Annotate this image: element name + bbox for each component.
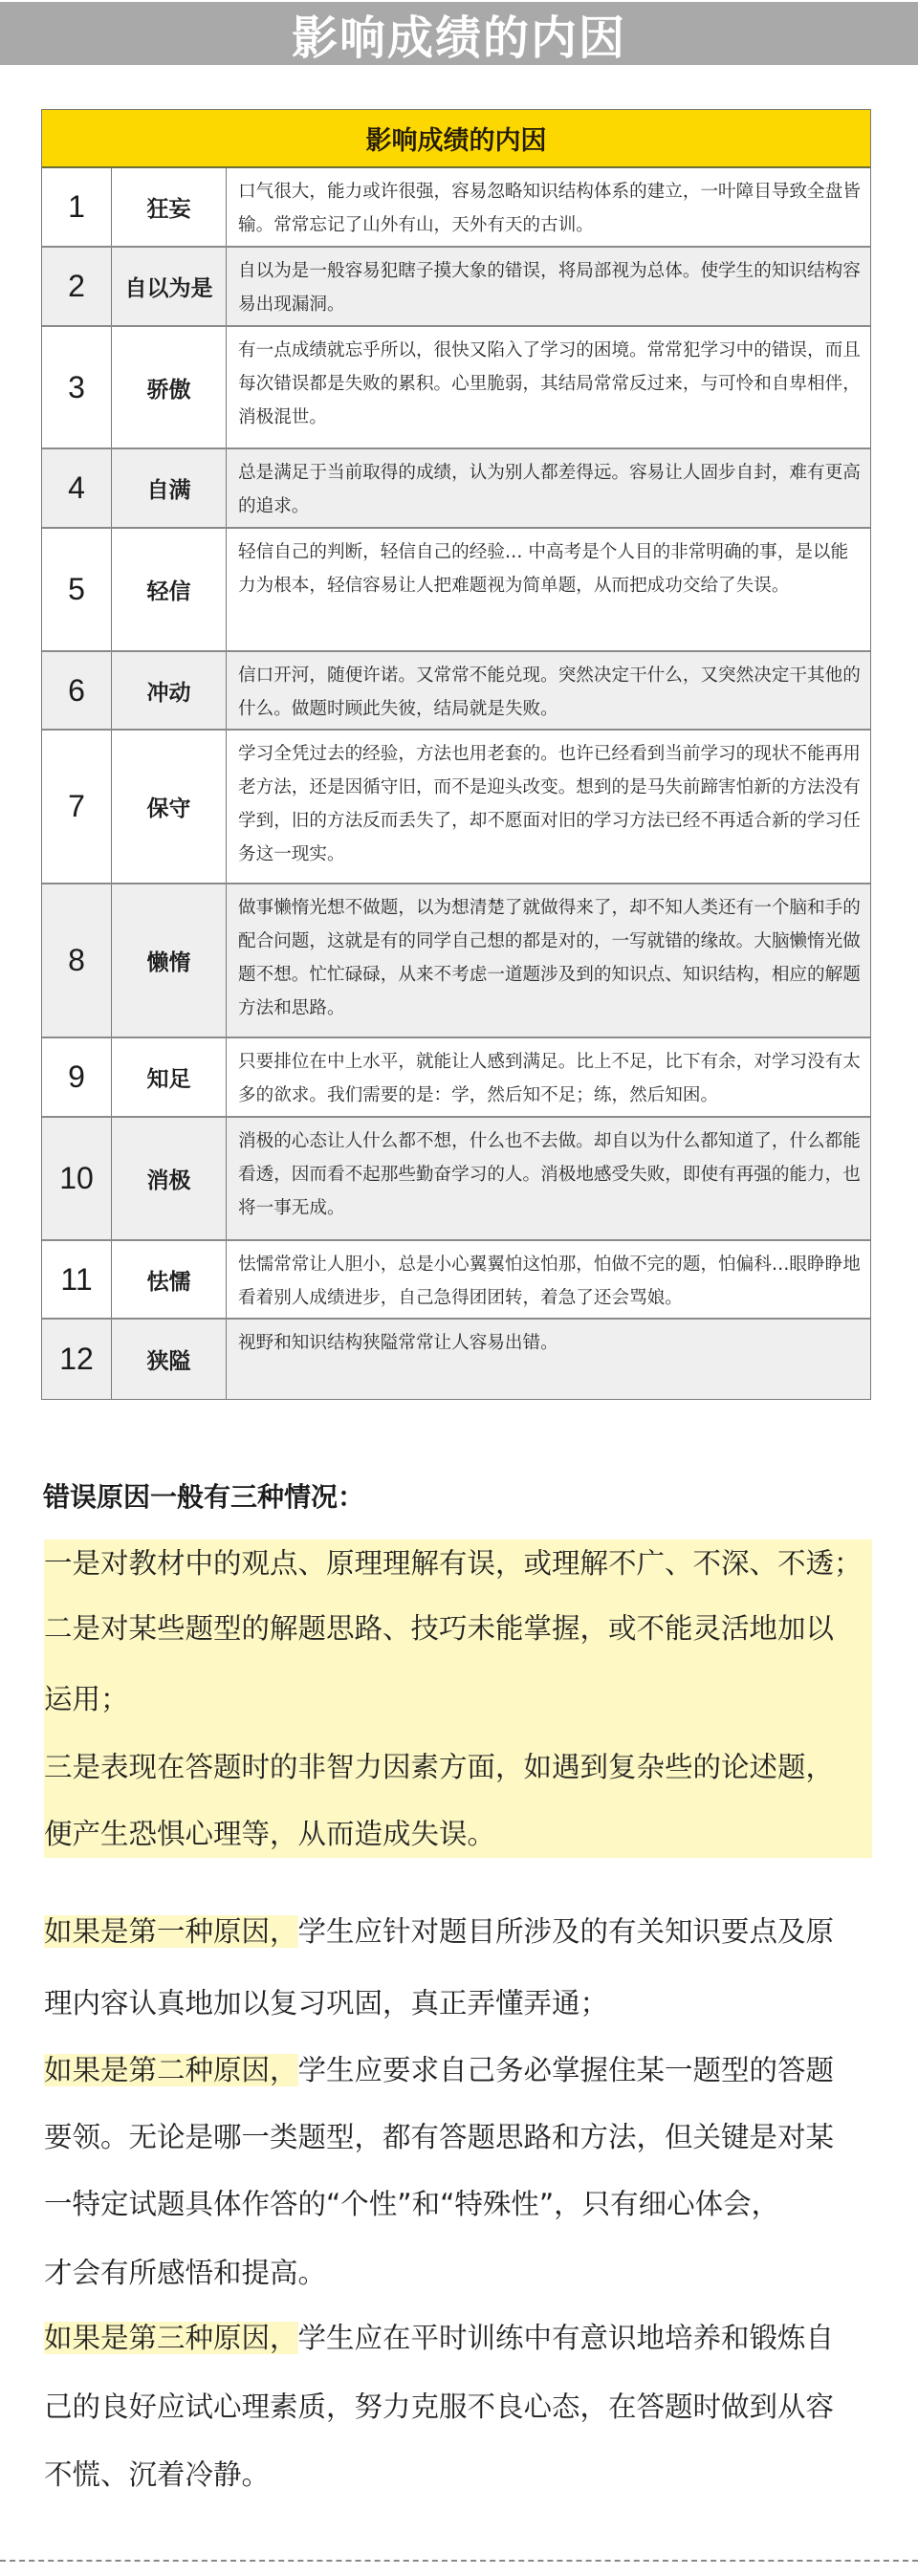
factor-description: 自以为是一般容易犯瞎子摸大象的错误，将局部视为总体。使学生的知识结构容易出现漏洞。 (238, 261, 861, 315)
bottom-divider (0, 2560, 918, 2562)
row-number: 11 (42, 1241, 112, 1318)
table-row (42, 1038, 870, 1118)
factor-name: 狭隘 (112, 1320, 227, 1399)
solution-2-line (44, 2051, 834, 2089)
table-row (42, 1241, 870, 1320)
factor-name: 狂妄 (112, 168, 227, 246)
solution-3-line: 不慌、沉着冷静。 (44, 2458, 271, 2491)
table-row (42, 529, 870, 652)
error-reason-line: 二是对某些题型的解题思路、技巧未能掌握，或不能灵活地加以 (44, 1612, 835, 1645)
factor-name: 冲动 (112, 652, 227, 729)
page-title: 影响成绩的内因 (291, 11, 626, 65)
error-reason-line: 便产生恐惧心理等，从而造成失误。 (44, 1818, 496, 1850)
solution-2-line: 才会有所感悟和提高。 (44, 2257, 327, 2289)
table-row (42, 449, 870, 529)
table-body (42, 168, 870, 1399)
solution-3-text: 学生应在平时训练中有意识地培养和锻炼自 (297, 2322, 835, 2354)
error-reason-line: 运用； (44, 1683, 129, 1715)
solution-3-line (44, 2319, 834, 2357)
row-number: 3 (42, 327, 112, 448)
errors-highlight-block (44, 1539, 872, 1858)
table-row (42, 731, 870, 884)
factor-description: 轻信自己的判断，轻信自己的经验… 中高考是个人目的非常明确的事，是以能力为根本，轻信容易让人把难题视为简单题，从而把成功交给了失误。 (238, 542, 849, 596)
row-number: 8 (42, 884, 112, 1037)
solution-1-lead: 如果是第一种原因， (44, 1915, 298, 1948)
error-reason-line: 三是表现在答题时的非智力因素方面，如遇到复杂些的论述题， (44, 1751, 835, 1783)
solution-1-line: 理内容认真地加以复习巩固，真正弄懂弄通； (44, 1987, 609, 2019)
solution-3-lead: 如果是第三种原因， (44, 2322, 298, 2354)
internal-factors-table (41, 109, 871, 1400)
row-number: 2 (42, 248, 112, 325)
factor-description: 做事懒惰光想不做题，以为想清楚了就做得来了，却不知人类还有一个脑和手的配合问题，这就是有的同学自己想的都是对的，一写就错的缘故。大脑懒惰光做题不想。忙忙碌碌，从来不考虑一道题涉及到的知识点、知识结构，相应的解题方法和思路。 (238, 898, 861, 1018)
factor-description: 总是满足于当前取得的成绩，认为别人都差得远。容易让人固步自封，难有更高的追求。 (238, 463, 861, 516)
solution-2-lead: 如果是第二种原因， (44, 2054, 298, 2086)
table-row (42, 1320, 870, 1399)
factor-description: 消极的心态让人什么都不想，什么也不去做。却自以为什么都知道了，什么都能看透，因而看不起那些勤奋学习的人。消极地感受失败，即使有再强的能力，也将一事无成。 (238, 1131, 861, 1218)
factor-name: 怯懦 (112, 1241, 227, 1318)
factor-name: 消极 (112, 1118, 227, 1239)
row-number: 4 (42, 449, 112, 527)
factor-description: 只要排位在中上水平，就能让人感到满足。比上不足，比下有余，对学习没有太多的欲求。我们需要的是：学，然后知不足；练，然后知困。 (238, 1052, 861, 1105)
row-number: 1 (42, 168, 112, 246)
solution-2-line: 要领。无论是哪一类题型，都有答题思路和方法，但关键是对某 (44, 2121, 835, 2153)
factor-name: 骄傲 (112, 327, 227, 448)
factor-name: 懒惰 (112, 884, 227, 1037)
error-reason-line: 一是对教材中的观点、原理理解有误，或理解不广、不深、不透； (44, 1547, 863, 1580)
row-number: 7 (42, 731, 112, 883)
factor-name: 知足 (112, 1038, 227, 1116)
table-row (42, 248, 870, 327)
factor-description: 口气很大，能力或许很强，容易忽略知识结构体系的建立，一叶障目导致全盘皆输。常常忘记了山外有山，天外有天的古训。 (238, 182, 861, 235)
factor-name: 自满 (112, 449, 227, 527)
solution-2-text: 学生应要求自己务必掌握住某一题型的答题 (297, 2054, 835, 2086)
errors-heading: 错误原因一般有三种情况： (43, 1481, 365, 1513)
factor-description: 有一点成绩就忘乎所以，很快又陷入了学习的困境。常常犯学习中的错误，而且每次错误都是失败的累积。心里脆弱，其结局常常反过来，与可怜和自卑相伴，消极混世。 (238, 340, 861, 427)
table-row (42, 652, 870, 731)
solution-1-line (44, 1912, 834, 1951)
table-header-title: 影响成绩的内因 (365, 126, 547, 156)
factor-description: 怯懦常常让人胆小，总是小心翼翼怕这怕那，怕做不完的题，怕偏科…眼睁睁地看着别人成绩进步，自己急得团团转，着急了还会骂娘。 (238, 1255, 861, 1308)
factor-name: 自以为是 (112, 248, 227, 325)
factor-description: 信口开河，随便许诺。又常常不能兑现。突然决定干什么，又突然决定干其他的什么。做题时顾此失彼，结局就是失败。 (238, 666, 861, 719)
row-number: 9 (42, 1038, 112, 1116)
table-row (42, 327, 870, 449)
solution-3-line: 己的良好应试心理素质，努力克服不良心态，在答题时做到从容 (44, 2390, 835, 2423)
factor-name: 轻信 (112, 529, 227, 650)
solution-1-text: 学生应针对题目所涉及的有关知识要点及原 (297, 1915, 835, 1948)
factor-description: 学习全凭过去的经验，方法也用老套的。也许已经看到当前学习的现状不能再用老方法，还是因循守旧，而不是迎头改变。想到的是马失前蹄害怕新的方法没有学到，旧的方法反而丢失了，却不愿面对旧的学习方法已经不再适合新的学习任务这一现实。 (238, 744, 861, 864)
table-row (42, 884, 870, 1038)
row-number: 6 (42, 652, 112, 729)
factor-description: 视野和知识结构狭隘常常让人容易出错。 (238, 1333, 558, 1353)
title-banner (0, 2, 918, 65)
table-row (42, 1118, 870, 1241)
row-number: 5 (42, 529, 112, 650)
factor-name: 保守 (112, 731, 227, 883)
row-number: 12 (42, 1320, 112, 1399)
table-header (42, 110, 870, 168)
row-number: 10 (42, 1118, 112, 1239)
table-row (42, 168, 870, 248)
solution-2-line: 一特定试题具体作答的“个性”和“特殊性”，只有细心体会， (44, 2188, 780, 2220)
